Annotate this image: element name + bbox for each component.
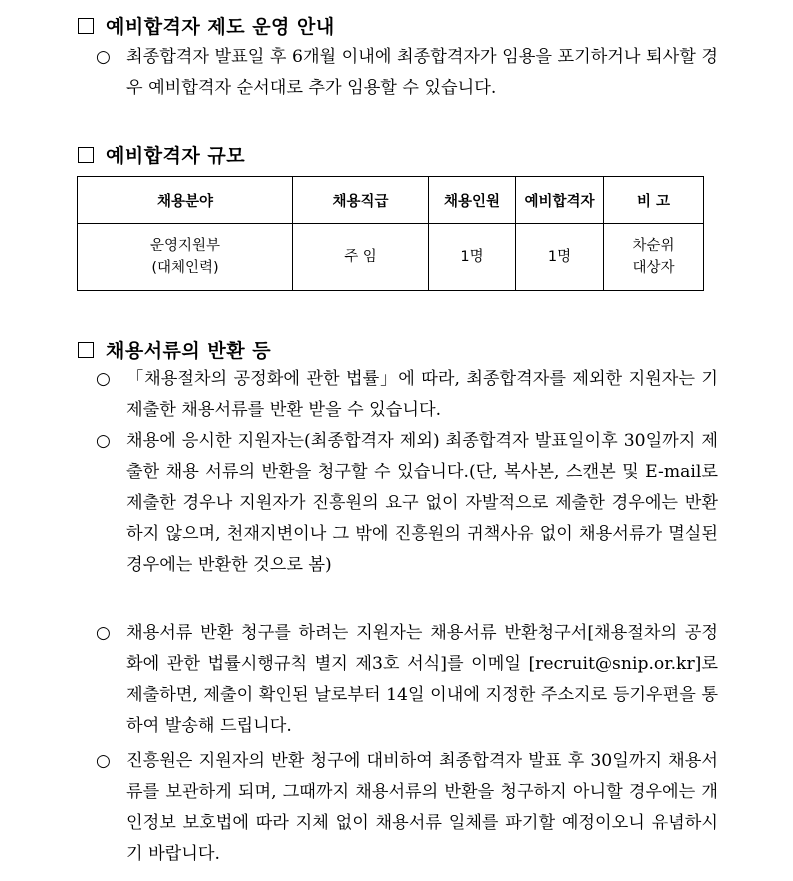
header-cell-note: 비 고 (604, 177, 704, 224)
circle-bullet-icon: ○ (96, 369, 111, 389)
circle-bullet-icon: ○ (96, 431, 111, 451)
circle-bullet-icon: ○ (96, 751, 111, 771)
paragraph-reserve-system: ○ 최종합격자 발표일 후 6개월 이내에 최종합격자가 임용을 포기하거나 퇴사할 경우 예비합격자 순서대로 추가 임용할 수 있습니다. (96, 42, 718, 104)
checkbox-square-icon (78, 342, 94, 358)
paragraph-retention-disposal: ○ 진흥원은 지원자의 반환 청구에 대비하여 최종합격자 발표 후 30일까지 채용서류를 보관하게 되며, 그때까지 채용서류의 반환을 청구하지 아니할 경우에는 개인정보 보호법에 따라 지체 없이 채용서류 일체를 파기할 예정이오니 유념하시기 바랍니다. (96, 746, 718, 870)
checkbox-square-icon (78, 147, 94, 163)
table-header-row (78, 177, 704, 224)
circle-bullet-icon: ○ (96, 623, 111, 643)
header-cell-field: 채용분야 (78, 177, 293, 224)
checkbox-square-icon (78, 18, 94, 34)
cell-reserves: 1명 (516, 224, 604, 291)
cell-note: 차순위 대상자 (604, 224, 704, 291)
section-heading-document-return: 채용서류의 반환 등 (78, 336, 271, 363)
section-heading-reserve-size: 예비합격자 규모 (78, 141, 245, 168)
header-cell-reserves: 예비합격자 (516, 177, 604, 224)
circle-bullet-icon: ○ (96, 47, 111, 67)
reserve-size-table (77, 176, 704, 291)
paragraph-return-period: ○ 채용에 응시한 지원자는(최종합격자 제외) 최종합격자 발표일이후 30일까지 제출한 채용 서류의 반환을 청구할 수 있습니다.(단, 복사본, 스캔본 및 E-mail로 제출한 경우나 지원자가 진흥원의 요구 없이 자발적으로 제출한 경우에는 반환하지 않으며, 천재지변이나 그 밖에 진흥원의 귀책사유 없이 채용서류가 멸실된 경우에는 반환한 것으로 봄) (96, 426, 718, 581)
paragraph-return-procedure: ○ 채용서류 반환 청구를 하려는 지원자는 채용서류 반환청구서[채용절차의 공정화에 관한 법률시행규칙 별지 제3호 서식]를 이메일 [recruit@snip.or.kr]로 제출하면, 제출이 확인된 날로부터 14일 이내에 지정한 주소지로 등기우편을 통하여 발송해 드립니다. (96, 618, 718, 742)
header-cell-grade: 채용직급 (293, 177, 429, 224)
paragraph-return-right: ○ 「채용절차의 공정화에 관한 법률」에 따라, 최종합격자를 제외한 지원자는 기 제출한 채용서류를 반환 받을 수 있습니다. (96, 364, 718, 426)
header-cell-hires: 채용인원 (429, 177, 516, 224)
section-heading-reserve-system: 예비합격자 제도 운영 안내 (78, 12, 335, 39)
cell-grade: 주 임 (293, 224, 429, 291)
table-row (78, 224, 704, 291)
cell-field: 운영지원부 (대체인력) (78, 224, 293, 291)
cell-hires: 1명 (429, 224, 516, 291)
